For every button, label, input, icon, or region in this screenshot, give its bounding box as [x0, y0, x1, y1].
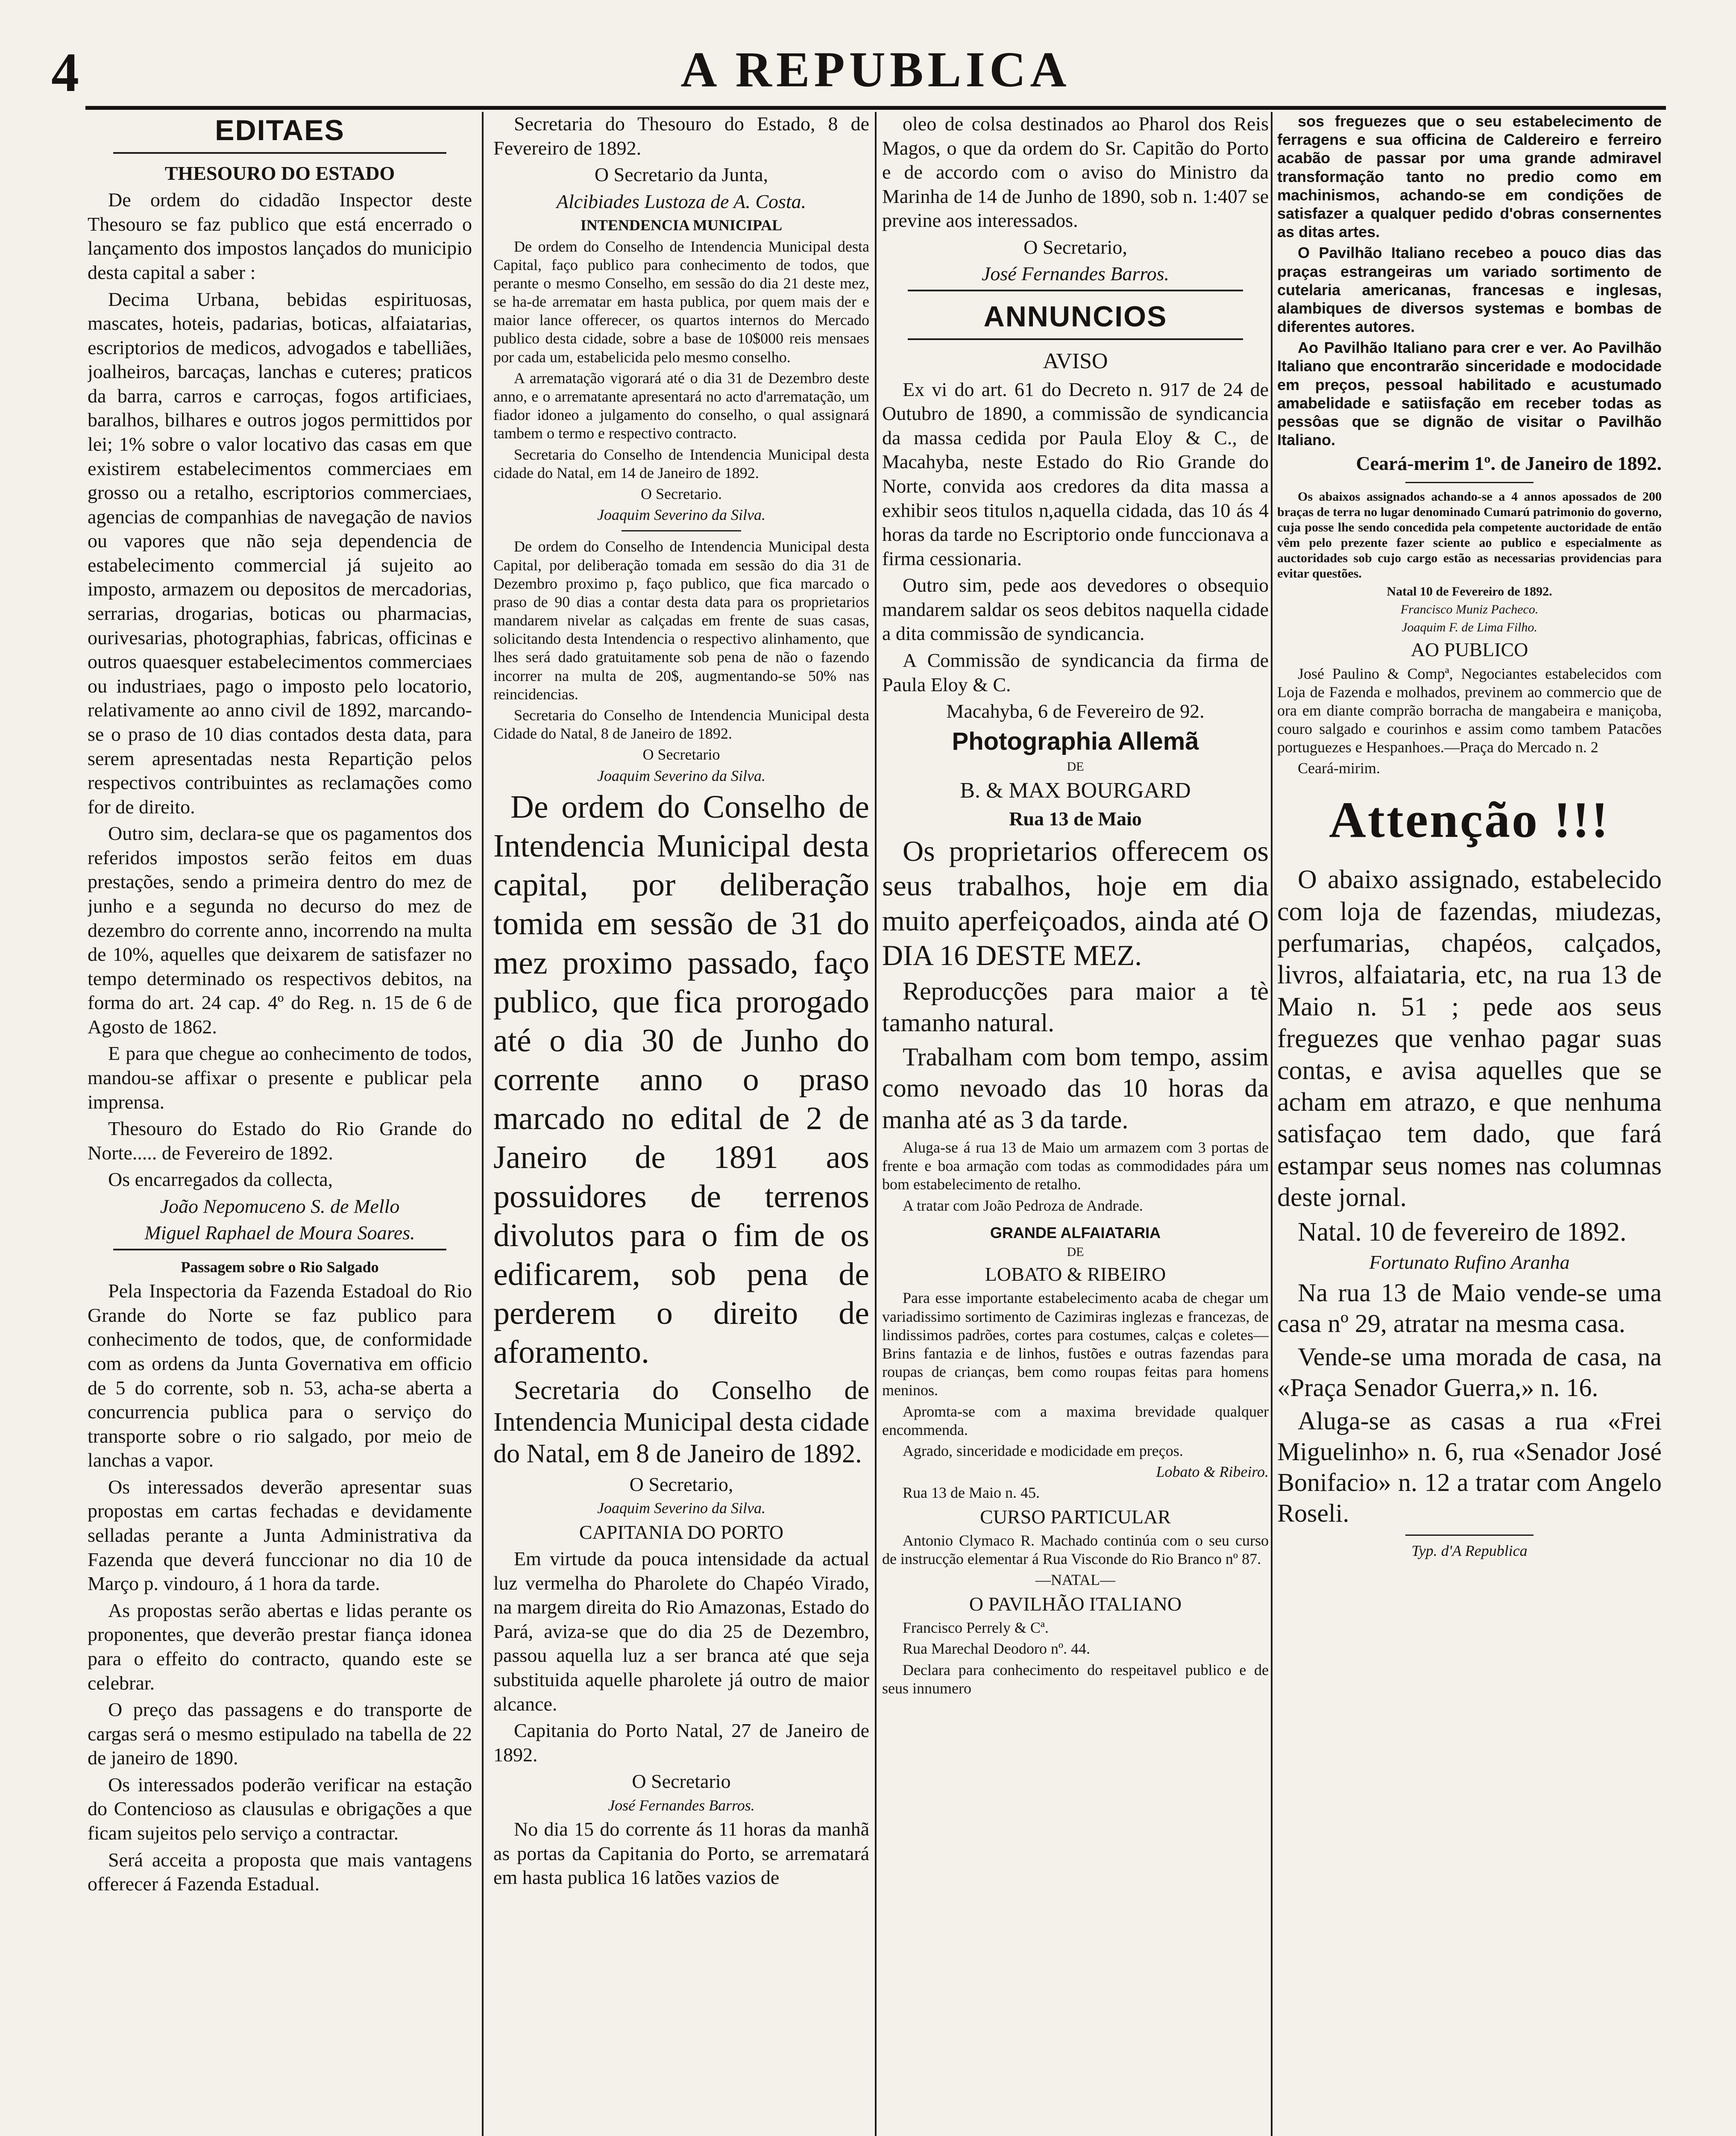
paragraph: Os abaixos assignados achando-se a 4 annos apossados de 200 braças de terra no lugar denominado Cumarú patrimonio do governo, cuja posse lhe sendo concedida pela competente auctoridade de então vêm pelo prezente fazer sciente ao publico e especialmente as auctoridades sob cujo cargo estão as necessarias providencias para evitar questões.: [1277, 489, 1662, 581]
notice-heading: THESOURO DO ESTADO: [164, 162, 395, 184]
divider: [908, 290, 1243, 291]
ad-heading: DE: [1067, 1244, 1084, 1259]
divider: [908, 338, 1243, 340]
signature: José Fernandes Barros.: [981, 263, 1170, 285]
paragraph-large: De ordem do Conselho de Intendencia Municipal desta capital, por deliberação tomida em sessão de 31 do mez proximo passado, faço publico, que fica prorogado até o dia 30 de Junho do corrente anno o praso marcado no edital de 2 de Janeiro de 1891 aos possuidores de terrenos divolutos para o fim de os edificarem, sob pena de perderem o direito de aforamento.: [493, 789, 869, 1370]
paragraph: As propostas serão abertas e lidas perante os proponentes, que deverão prestar fiança idonea para o effeito do contracto, quando este se celebrar.: [88, 1599, 472, 1694]
paragraph: Francisco Perrely & Cª.: [903, 1619, 1049, 1637]
paragraph: Rua Marechal Deodoro nº. 44.: [903, 1640, 1091, 1658]
column-1: [88, 112, 472, 2136]
paragraph: Os interessados deverão apresentar suas propostas em cartas fechadas e devidamente selladas perante a Junta Administrativa da Fazenda que deverá funccionar no dia 10 de Março p. vindouro, á 1 hora da tarde.: [88, 1476, 472, 1595]
signature: Fortunato Rufino Aranha: [1369, 1251, 1570, 1273]
ad-heading: DE: [1067, 760, 1084, 774]
paragraph: O Secretario,: [629, 1473, 733, 1495]
paragraph: O Secretario: [642, 746, 720, 763]
ad-heading: GRANDE ALFAIATARIA: [990, 1224, 1161, 1241]
paragraph-large: Os proprietarios offerecem os seus trabalhos, hoje em dia muito aperfeiçoados, ainda até O DIA 16 DESTE MEZ.: [882, 834, 1269, 972]
paragraph: O Pavilhão Italiano recebeo a pouco dias das praças estrangeiras um variado sortimento de cutelaria americanas, francesas e inglesas, alambiques de diversos systemas e bombas de diferentes autores.: [1277, 244, 1662, 336]
column-3: [882, 112, 1269, 2136]
paragraph: O preço das passagens e do transporte de cargas será o mesmo estipulado na tabella de 22 de janeiro de 1890.: [88, 1699, 472, 1769]
paragraph: O Secretario,: [1023, 236, 1127, 258]
paragraph: Rua 13 de Maio n. 45.: [903, 1484, 1040, 1502]
paragraph-large: O abaixo assignado, estabelecido com loja de fazendas, miudezas, perfumarias, chapéos, calçados, livros, alfaiataria, etc, na rua 13 de Maio n. 51 ; pede aos seus freguezes que venhao pagar suas contas, e avisa aquelles que se acham em atrazo, e que nenhuma satisfaçao tem dado, que fará estampar seus nomes nas columnas deste jornal.: [1277, 865, 1662, 1212]
paragraph: José Paulino & Compª, Negociantes estabelecidos com Loja de Fazenda e molhados, previnem ao commercio que de ora em diante comprão borracha de mangabeira e maniçoba, couro salgado e courinhos e assim como tambem Patacões portuguezes e Hespanhoes.—Praça do Mercado n. 2: [1277, 665, 1662, 756]
signature: Francisco Muniz Pacheco.: [1400, 602, 1539, 616]
paragraph: Agrado, sinceridade e modicidade em preços.: [903, 1442, 1183, 1459]
attention-heading: Attenção !!!: [1329, 791, 1610, 848]
paragraph: Trabalham com bom tempo, assim como nevoado das 10 horas da manha até as 3 da tarde.: [882, 1042, 1269, 1134]
paragraph: sos freguezes que o seu estabelecimento de ferragens e sua officina de Caldereiro e ferreiro acabão de passar por uma grande admiravel transformação tanto no predio como em machinismos, achando-se em condições de satisfazer a qualquer pedido d'obras consernentes as ditas artes.: [1277, 112, 1662, 241]
signature: João Nepomuceno S. de Mello: [160, 1195, 400, 1217]
column-divider: [875, 112, 877, 2136]
ad-heading: Photographia Allemã: [952, 727, 1199, 755]
paragraph: A Commissão de syndicancia da firma de Paula Eloy & C.: [882, 649, 1269, 695]
divider: [113, 1249, 446, 1250]
paragraph: Macahyba, 6 de Fevereiro de 92.: [946, 700, 1205, 722]
paragraph: De ordem do Conselho de Intendencia Municipal desta Capital, por deliberação tomada em sessão do dia 31 de Dezembro proximo p, faço publico, que fica marcado o praso de 90 dias a contar desta data para os proprietarios mandarem nivelar as calçadas em frente de suas casas, solicitando desta Intendencia o respectivo alinhamento, que lhes será dado gratuitamente sob pena de não o fazendo incorrer na multa de 20$, augmentando-se 50% nas reincidencias.: [493, 538, 869, 703]
signature: José Fernandes Barros.: [608, 1796, 755, 1814]
paragraph: Declara para conhecimento do respeitavel publico e de seus innumero: [882, 1661, 1269, 1697]
ad-heading: CURSO PARTICULAR: [980, 1505, 1171, 1528]
paragraph: Natal 10 de Fevereiro de 1892.: [1387, 584, 1552, 599]
paragraph: Aluga-se á rua 13 de Maio um armazem com 3 portas de frente e boa armação com todas as commodidades pára um bom estabelecimento de retalho.: [882, 1138, 1269, 1193]
divider: [622, 530, 741, 531]
paragraph: Em virtude da pouca intensidade da actual luz vermelha do Pharolete do Chapéo Virado, na margem direita do Rio Amazonas, Estado do Pará, aviza-se que do dia 25 de Dezembro, passou aquella luz a ser branca até que seja substituida aquelle pharolete já outro de maior alcance.: [493, 1548, 869, 1715]
column-divider: [1271, 112, 1273, 2136]
signature: Miguel Raphael de Moura Soares.: [144, 1222, 415, 1244]
paragraph-large: Na rua 13 de Maio vende-se uma casa nº 29, atratar na mesma casa.: [1277, 1278, 1662, 1338]
column-divider: [482, 112, 484, 2136]
paragraph: A tratar com João Pedroza de Andrade.: [903, 1197, 1143, 1214]
paragraph: O Secretario.: [641, 485, 722, 502]
paragraph: O Secretario da Junta,: [594, 164, 768, 186]
paragraph: Outro sim, declara-se que os pagamentos dos referidos impostos serão feitos em duas prestações, sendo a primeira dentro do mez de junho e a segunda no decurso do mez de dezembro do corrente anno, incorrendo na multa de 10%, aquelles que deixarem de satisfazer no tempo determinado os respectivos debitos, na forma do art. 24 cap. 4º do Reg. n. 15 de 6 de Agosto de 1862.: [88, 822, 472, 1038]
signature: Joaquim Severino da Silva.: [597, 1499, 765, 1517]
paragraph: Ceará-mirim.: [1298, 760, 1380, 777]
paragraph: O Secretario: [632, 1770, 731, 1793]
notice-heading: CAPITANIA DO PORTO: [579, 1521, 784, 1543]
paragraph: Secretaria do Conselho de Intendencia Municipal desta cidade do Natal, em 14 de Janeiro de 1892.: [493, 446, 869, 481]
paragraph: Será acceita a proposta que mais vantagens offerecer á Fazenda Estadual.: [88, 1848, 472, 1895]
paragraph: Para esse importante estabelecimento acaba de chegar um variadissimo sortimento de Cazimiras inglezas e francezas, de lindissimos padrões, cortes para costumes, calças e coletes—Brins fantazia e de linhos, fustões e outras fazendas para roupas de crianças, bem como roupas feitas para homens meninos.: [882, 1289, 1269, 1399]
paragraph: De ordem do cidadão Inspector deste Thesouro se faz publico que está encerrado o lançamento dos impostos lançados do municipio desta capital a saber :: [88, 189, 472, 283]
paragraph: Secretaria do Thesouro do Estado, 8 de Fevereiro de 1892.: [493, 113, 869, 159]
divider: [1405, 482, 1534, 483]
column-2: [493, 112, 869, 2136]
paragraph: De ordem do Conselho de Intendencia Municipal desta Capital, faço publico para conhecimento de todos, que perante o mesmo Conselho, em sessão do dia 21 deste mez, se ha-de arrematar em hasta publica, por quem mais der e maior lance offerecer, os quartos internos do Mercado publico desta cidade, sobre a base de 10$000 reis mensaes por cada um, estabelicida pelo mesmo conselho.: [493, 238, 869, 366]
paragraph: Apromta-se com a maxima brevidade qualquer encommenda.: [882, 1402, 1269, 1438]
ad-heading: B. & MAX BOURGARD: [960, 778, 1191, 803]
paragraph-large: Aluga-se as casas a rua «Frei Miguelinho» n. 6, rua «Senador José Bonifacio» n. 12 a tratar com Angelo Roseli.: [1277, 1406, 1662, 1527]
paragraph: Ex vi do art. 61 do Decreto n. 917 de 24 de Outubro de 1890, a commissão de syndicancia da massa cedida por Paula Eloy & C., de Macahyba, neste Estado do Rio Grande do Norte, convida aos credores da dita massa a exhibir seos titulos n,aquella cidada, das 10 ás 4 horas da tarde no Escriptorio onde funccionava a firma cessionaria.: [882, 378, 1269, 569]
paragraph: Os encarregados da collecta,: [108, 1168, 333, 1191]
paragraph: Outro sim, pede aos devedores o obsequio mandarem saldar os seos debitos naquella cidade a dita commissão de syndicancia.: [882, 574, 1269, 645]
signature: Lobato & Ribeiro.: [1156, 1463, 1269, 1481]
signature: Alcibiades Lustoza de A. Costa.: [556, 190, 806, 212]
page-number: 4: [51, 42, 79, 103]
ad-heading: Rua 13 de Maio: [1009, 808, 1142, 830]
notice-heading: AVISO: [1043, 349, 1108, 373]
section-title-annuncios: ANNUNCIOS: [983, 300, 1167, 333]
paragraph: No dia 15 do corrente ás 11 horas da manhã as portas da Capitania do Porto, se arrematará em hasta publica 16 latões vazios de: [493, 1818, 869, 1889]
paragraph: Ao Pavilhão Italiano para crer e ver. Ao Pavilhão Italiano que encontrarão sinceridade e modocidade em preços, pessoal habilitado e acustumado amabelidade e satiisfação em receber todas as pessôas que se dignão de visitar o Pavilhão Italiano.: [1277, 339, 1662, 449]
notice-heading: INTENDENCIA MUNICIPAL: [580, 217, 783, 234]
header-rule: [85, 106, 1666, 110]
notice-heading: AO PUBLICO: [1410, 638, 1528, 660]
paragraph: —NATAL—: [1035, 1571, 1116, 1589]
paragraph-large: Natal. 10 de fevereiro de 1892.: [1298, 1217, 1627, 1247]
column-4: [1277, 112, 1662, 2136]
masthead: A REPUBLICA: [680, 41, 1071, 97]
paragraph-large: Vende-se uma morada de casa, na «Praça Senador Guerra,» n. 16.: [1277, 1342, 1662, 1402]
paragraph: Os interessados poderão verificar na estação do Contencioso as clausulas e obrigações a que ficam sujeitos pelo serviço a contractar.: [88, 1773, 472, 1844]
divider: [113, 152, 446, 154]
paragraph: Thesouro do Estado do Rio Grande do Norte..... de Fevereiro de 1892.: [88, 1118, 472, 1164]
printer-imprint: Typ. d'A Republica: [1411, 1542, 1528, 1559]
paragraph: Reproducções para maior a tè tamanho natural.: [882, 977, 1269, 1037]
paragraph: Decima Urbana, bebidas espirituosas, mascates, hoteis, padarias, boticas, alfaiatarias, escriptorios de medicos, advogados e tabelliães, joalheiros, barcaças, lanchas e cuteres; praticos da barra, carros e carroças, fogos artificiaes, baralhos, bilhares e outros jogos permittidos por lei; 1% sobre o valor locativo das casas em que existirem estabelecimentos commerciaes em grosso ou a retalho, escriptorios commerciaes, agencias de companhias de navegação de navios ou vapores que não seja dependencia de estabelecimento commercial já sujeito ao imposto, armazem ou depositos de mercadorias, serrarias, drogarias, boticas ou pharmacias, ourivesarias, photographias, fabricas, officinas e outros quaesquer estabelecimentos commerciaes ou industriaes, pago o imposto pelo locatorio, relativamente ao anno civil de 1892, marcando-se o praso de 10 dias contados desta data, para serem apresentadas nesta Repartição pelos respectivos contribuintes as reclamações como for de direito.: [88, 288, 472, 818]
paragraph: Ceará-merim 1º. de Janeiro de 1892.: [1356, 452, 1662, 475]
signature: Joaquim Severino da Silva.: [597, 767, 765, 784]
notice-heading: Passagem sobre o Rio Salgado: [181, 1259, 379, 1276]
ad-heading: O PAVILHÃO ITALIANO: [969, 1593, 1182, 1615]
paragraph: Pela Inspectoria da Fazenda Estadoal do Rio Grande do Norte se faz publico para conhecimento de todos, que, de conformidade com as ordens da Junta Governativa em officio de 5 do corrente, sob n. 53, acha-se aberta a concurrencia publica para o serviço do transporte sobre o rio salgado, por meio de lanchas a vapor.: [88, 1280, 472, 1471]
divider: [1405, 1535, 1534, 1536]
section-title-editaes: EDITAES: [215, 114, 345, 147]
signature: Joaquim Severino da Silva.: [597, 506, 765, 524]
paragraph: E para que chegue ao conhecimento de todos, mandou-se affixar o presente e publicar pela imprensa.: [88, 1042, 472, 1113]
paragraph-large: Secretaria do Conselho de Intendencia Municipal desta cidade do Natal, em 8 de Janeiro de 1892.: [493, 1376, 869, 1469]
paragraph: Capitania do Porto Natal, 27 de Janeiro de 1892.: [493, 1719, 869, 1766]
signature: Joaquim F. de Lima Filho.: [1402, 620, 1537, 634]
paragraph: oleo de colsa destinados ao Pharol dos Reis Magos, o que da ordem do Sr. Capitão do Porto e de accordo com o aviso do Ministro da Marinha de 14 de Junho de 1890, sob n. 1:407 se previne aos interessados.: [882, 113, 1269, 232]
ad-heading: LOBATO & RIBEIRO: [985, 1263, 1166, 1285]
paragraph: A arrematação vigorará até o dia 31 de Dezembro deste anno, e o arrematante apresentará no acto d'arrematação, um fiador idoneo a julgamento do conselho, o qual assignará tambem o termo e respectivo contracto.: [493, 369, 869, 442]
paragraph: Antonio Clymaco R. Machado continúa com o seu curso de instrucção elementar á Rua Visconde do Rio Branco nº 87.: [882, 1532, 1269, 1568]
paragraph: Secretaria do Conselho de Intendencia Municipal desta Cidade do Natal, 8 de Janeiro de 1892.: [493, 707, 869, 742]
